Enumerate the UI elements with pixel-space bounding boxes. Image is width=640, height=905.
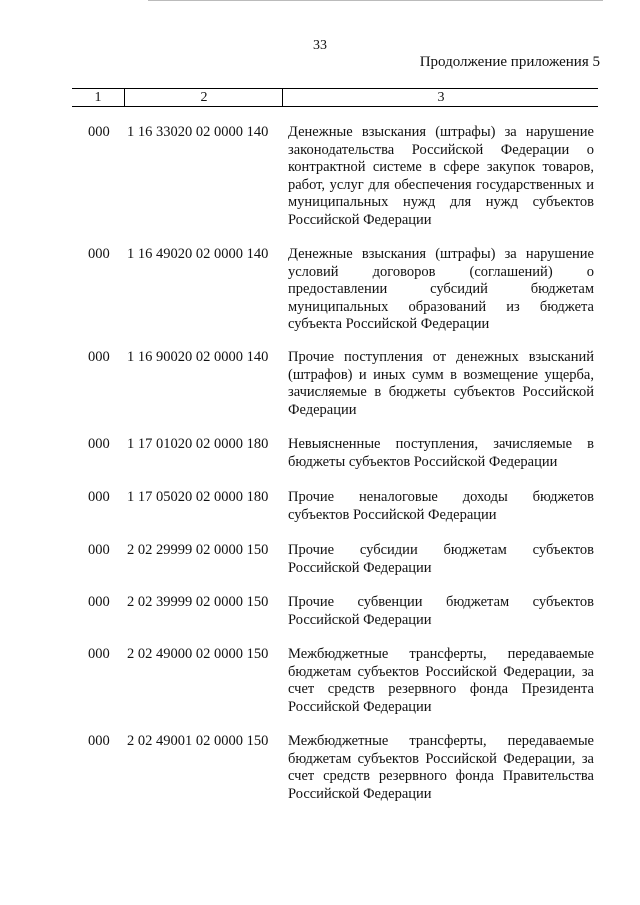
- kbk-code: 1 17 01020 02 0000 180: [127, 436, 269, 452]
- revenue-name: Денежные взыскания (штрафы) за нарушение условий договоров (соглашений) о предоставлении субсидий бюджетам муниципальных образований из бюджета субъекта Российской Федерации: [288, 246, 594, 332]
- admin-code: 000: [88, 594, 110, 610]
- admin-code: 000: [88, 646, 110, 662]
- admin-code: 000: [88, 349, 110, 365]
- revenue-name: Прочие субсидии бюджетам субъектов Российской Федерации: [288, 542, 594, 576]
- header-col-3: 3: [282, 89, 599, 106]
- header-col-1: 1: [94, 90, 102, 105]
- admin-code: 000: [88, 124, 110, 140]
- revenue-name: Прочие субвенции бюджетам субъектов Российской Федерации: [288, 594, 594, 628]
- kbk-code: 1 16 33020 02 0000 140: [127, 124, 269, 140]
- admin-code: 000: [88, 436, 110, 452]
- kbk-code: 2 02 39999 02 0000 150: [127, 594, 269, 610]
- kbk-code: 2 02 49001 02 0000 150: [127, 733, 269, 749]
- admin-code: 000: [88, 733, 110, 749]
- admin-code: 000: [88, 542, 110, 558]
- revenue-name: Межбюджетные трансферты, передаваемые бюджетам субъектов Российской Федерации, за счет средств резервного фонда Президента Российской Федерации: [288, 646, 594, 715]
- kbk-code: 1 16 49020 02 0000 140: [127, 246, 269, 262]
- revenue-name: Межбюджетные трансферты, передаваемые бюджетам субъектов Российской Федерации, за счет средств резервного фонда Правительства Российской Федерации: [288, 733, 594, 802]
- revenue-name: Невыясненные поступления, зачисляемые в бюджеты субъектов Российской Федерации: [288, 436, 594, 470]
- revenue-name: Денежные взыскания (штрафы) за нарушение законодательства Российской Федерации о контрактной системе в сфере закупок товаров, работ, услуг для обеспечения государственных и муниципальных нужд для нужд субъектов Российской Федерации: [288, 124, 594, 228]
- table-header: [72, 88, 598, 107]
- page-top-rule: [148, 0, 603, 1]
- kbk-code: 2 02 49000 02 0000 150: [127, 646, 269, 662]
- revenue-name: Прочие поступления от денежных взысканий (штрафов) и иных сумм в возмещение ущерба, зачисляемые в бюджеты субъектов Российской Федерации: [288, 349, 594, 418]
- admin-code: 000: [88, 246, 110, 262]
- page-number: 33: [313, 38, 327, 53]
- kbk-code: 1 16 90020 02 0000 140: [127, 349, 269, 365]
- continuation-label: Продолжение приложения 5: [419, 54, 600, 70]
- revenue-name: Прочие неналоговые доходы бюджетов субъектов Российской Федерации: [288, 489, 594, 523]
- kbk-code: 2 02 29999 02 0000 150: [127, 542, 269, 558]
- kbk-code: 1 17 05020 02 0000 180: [127, 489, 269, 505]
- admin-code: 000: [88, 489, 110, 505]
- header-col-2: 2: [124, 89, 283, 106]
